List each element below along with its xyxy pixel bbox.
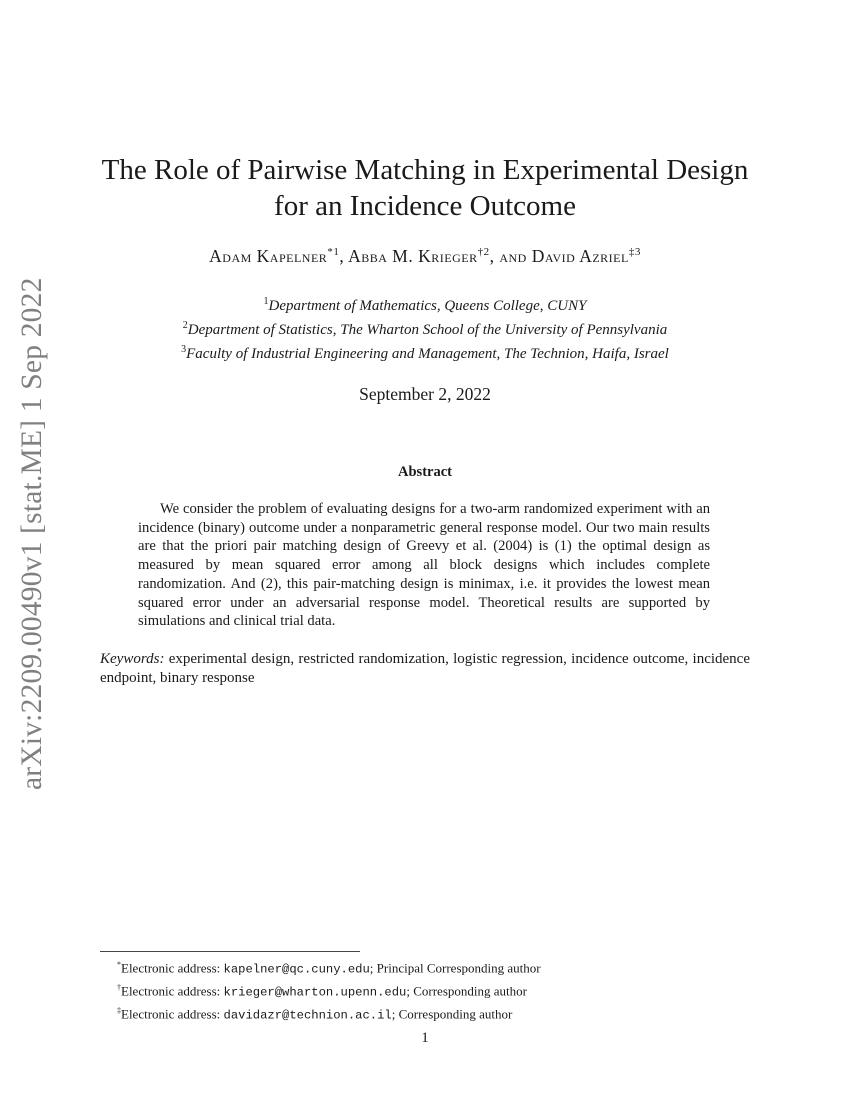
footnote-mark: ‡ <box>117 1005 121 1015</box>
author-name: Abba M. Krieger <box>348 246 478 266</box>
title-line-2: for an Incidence Outcome <box>274 190 576 222</box>
footnote-divider <box>100 951 360 952</box>
affiliation-item <box>60 340 790 364</box>
affiliation-text: Faculty of Industrial Engineering and Management, The Technion, Haifa, Israel <box>186 346 669 362</box>
affiliation-number: 2 <box>182 320 188 331</box>
footnotes <box>117 956 541 1024</box>
footnote-suffix: ; Corresponding author <box>391 1005 513 1021</box>
affiliation-list <box>60 292 790 364</box>
affiliation-item <box>60 316 790 340</box>
email-link[interactable]: krieger@wharton.upenn.edu <box>223 985 407 1000</box>
author-affiliation-mark: ‡3 <box>628 246 641 259</box>
abstract-heading: Abstract <box>398 464 452 480</box>
footnote-mark: † <box>117 982 121 992</box>
footnote-suffix: ; Corresponding author <box>406 983 527 999</box>
affiliation-number: 3 <box>181 344 187 355</box>
keywords-text: experimental design, restricted randomization, logistic regression, incidence outcome, incidence endpoint, binary response <box>100 651 750 686</box>
abstract-body: We consider the problem of evaluating designs for a two-arm randomized experiment with an incidence (binary) outcome under a nonparametric general response model. Our two main results are that the priori pair matching design of Greevy et al. (2004) is (1) the optimal design as measured by mean squared error among all block designs which includes complete randomization. And (2), this pair-matching design is minimax, i.e. it provides the lowest mean squared error under an adversarial response model. Theoretical results are supported by simulations and clinical trial data. <box>138 501 710 630</box>
email-link[interactable]: kapelner@qc.cuny.edu <box>223 962 370 977</box>
page-number: 1 <box>421 1030 429 1046</box>
email-link[interactable]: davidazr@technion.ac.il <box>223 1007 392 1022</box>
author-list <box>60 246 790 267</box>
footnote-prefix: Electronic address: <box>121 983 224 999</box>
author-name: David Azriel <box>531 246 629 266</box>
paper-title <box>60 152 790 224</box>
footnote-mark: * <box>117 960 121 969</box>
author-separator: , and <box>489 246 532 266</box>
footnote-item <box>117 1002 541 1025</box>
keywords <box>100 650 750 688</box>
affiliation-number: 1 <box>263 296 269 307</box>
arxiv-identifier-stamp: arXiv:2209.00490v1 [stat.ME] 1 Sep 2022 <box>16 277 48 790</box>
author-affiliation-mark: *1 <box>327 246 340 259</box>
footnote-prefix: Electronic address: <box>121 960 224 976</box>
footnote-item <box>117 979 541 1002</box>
affiliation-text: Department of Mathematics, Queens College, CUNY <box>268 298 587 314</box>
author-separator: , <box>339 246 349 266</box>
publication-date: September 2, 2022 <box>359 384 491 404</box>
keywords-label: Keywords: <box>100 651 165 667</box>
title-line-1: The Role of Pairwise Matching in Experimental Design <box>101 154 749 186</box>
footnote-prefix: Electronic address: <box>121 1005 224 1021</box>
footnote-suffix: ; Principal Corresponding author <box>369 960 541 976</box>
author-name: Adam Kapelner <box>209 246 328 266</box>
affiliation-item <box>60 292 790 316</box>
footnote-item <box>117 956 541 979</box>
author-affiliation-mark: †2 <box>477 246 490 259</box>
affiliation-text: Department of Statistics, The Wharton School of the University of Pennsylvania <box>187 322 668 338</box>
